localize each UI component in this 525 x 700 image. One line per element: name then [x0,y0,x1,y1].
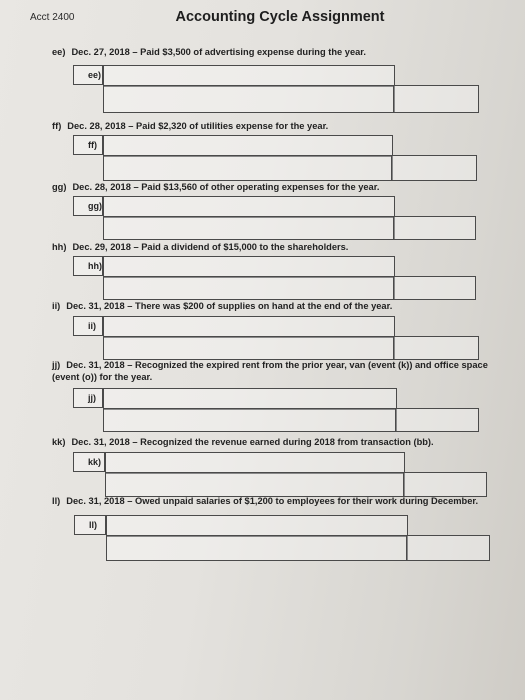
answer-amount-field[interactable] [406,535,490,561]
answer-label-cell: ii) [73,316,103,336]
answer-account-field-2[interactable] [103,216,395,240]
answer-account-field-2[interactable] [103,85,395,113]
answer-account-field-2[interactable] [106,535,408,561]
question-letter: ll) [52,496,61,506]
question-letter: kk) [52,437,66,447]
question-jj [52,359,492,383]
answer-account-field[interactable] [103,256,395,278]
question-ee [52,46,366,58]
answer-account-field-2[interactable] [103,336,395,360]
answer-label-cell: ll) [74,515,106,535]
answer-account-field-2[interactable] [103,155,393,181]
course-code: Acct 2400 [30,12,75,23]
question-gg [52,181,379,193]
question-kk [52,436,434,448]
question-ll [52,495,478,507]
answer-account-field[interactable] [106,515,408,537]
question-hh [52,241,348,253]
question-letter: ee) [52,47,66,57]
answer-amount-field[interactable] [391,155,477,181]
question-text: Dec. 28, 2018 – Paid $2,320 of utilities expense for the year. [67,121,329,131]
answer-account-field-2[interactable] [103,276,395,300]
answer-amount-field[interactable] [395,408,479,432]
answer-account-field[interactable] [103,316,395,338]
question-letter: gg) [52,182,67,192]
answer-account-field[interactable] [105,452,405,474]
question-ff [52,120,328,132]
answer-account-field-2[interactable] [103,408,397,432]
question-letter: ii) [52,301,61,311]
answer-account-field-2[interactable] [105,472,405,497]
question-ii [52,300,392,312]
answer-amount-field[interactable] [393,276,476,300]
answer-amount-field[interactable] [393,85,479,113]
answer-account-field[interactable] [103,388,397,410]
answer-amount-field[interactable] [393,216,476,240]
question-text: Dec. 29, 2018 – Paid a dividend of $15,000 to the shareholders. [72,242,349,252]
question-text: Dec. 31, 2018 – Recognized the revenue earned during 2018 from transaction (bb). [71,437,434,447]
answer-label-cell: kk) [73,452,105,472]
question-text: Dec. 31, 2018 – There was $200 of supplies on hand at the end of the year. [66,301,393,311]
answer-label-cell: jj) [73,388,103,408]
question-text: Dec. 31, 2018 – Recognized the expired rent from the prior year, van (event (k)) and office space (event (o)) for the year. [52,360,488,382]
question-text: Dec. 27, 2018 – Paid $3,500 of advertising expense during the year. [71,47,366,57]
answer-label-cell: ee) [73,65,103,85]
answer-amount-field[interactable] [403,472,487,497]
question-text: Dec. 28, 2018 – Paid $13,560 of other operating expenses for the year. [72,182,380,192]
answer-amount-field[interactable] [393,336,479,360]
question-letter: hh) [52,242,67,252]
page-title: Accounting Cycle Assignment [175,9,385,25]
answer-account-field[interactable] [103,135,393,157]
question-text: Dec. 31, 2018 – Owed unpaid salaries of $1,200 to employees for their work during December. [66,496,479,506]
question-letter: ff) [52,121,62,131]
answer-label-cell: ff) [73,135,103,155]
question-letter: jj) [52,360,61,370]
answer-label-cell: gg) [73,196,103,216]
answer-account-field[interactable] [103,65,395,87]
answer-account-field[interactable] [103,196,395,218]
answer-label-cell: hh) [73,256,103,276]
